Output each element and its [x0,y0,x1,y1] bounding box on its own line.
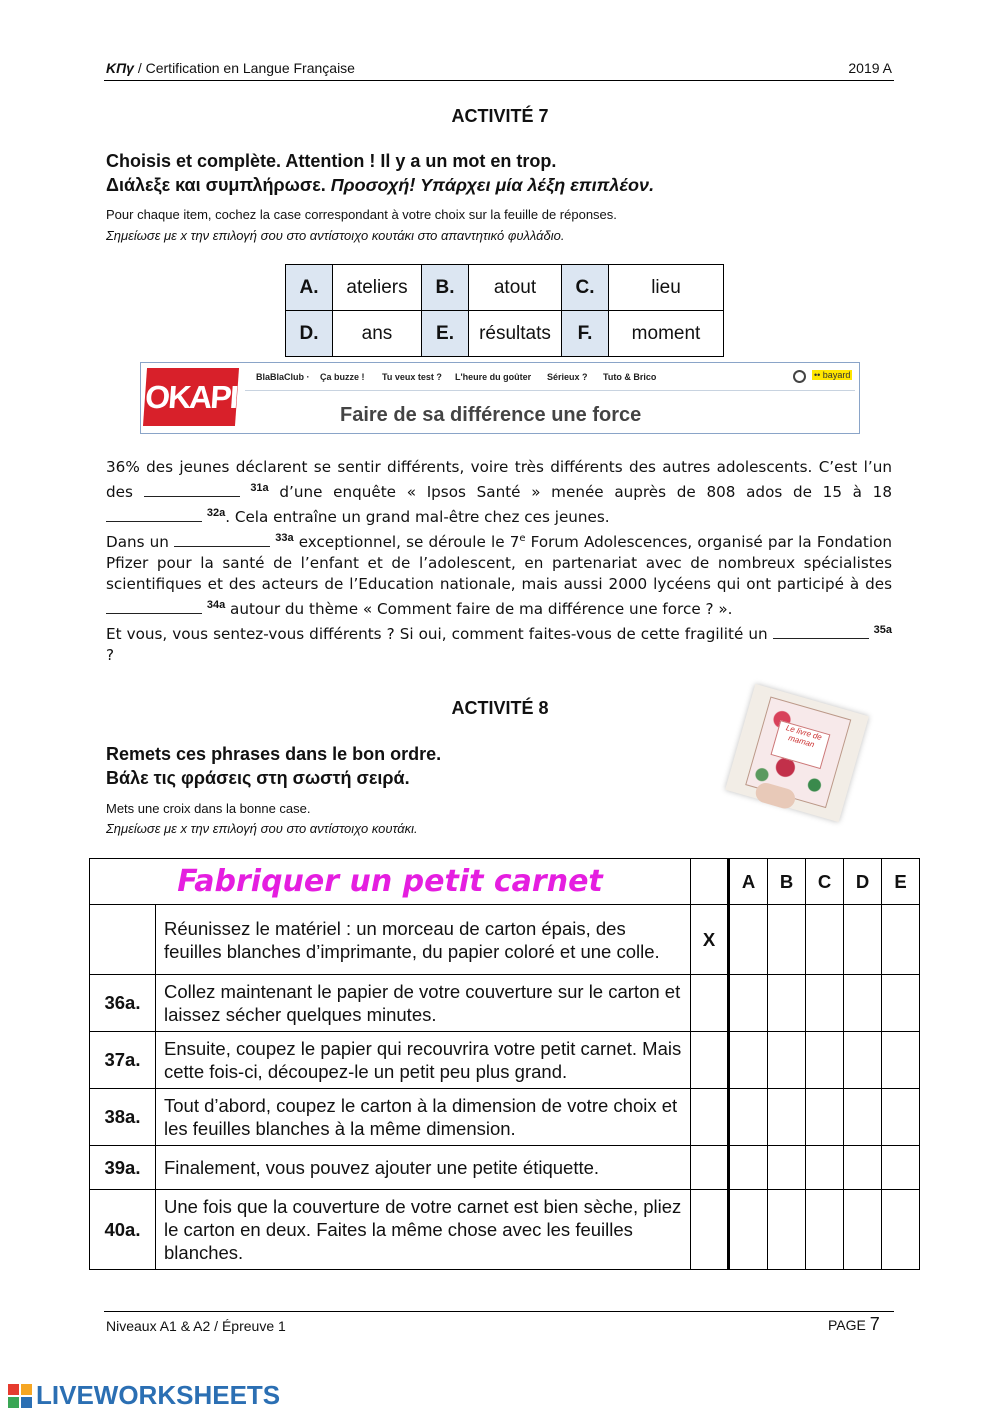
answer-cell-e[interactable] [882,905,920,975]
activity-7-note-fr: Pour chaque item, cochez la case correspondant à votre choix sur la feuille de réponses. [106,207,617,222]
answer-cell-a[interactable] [729,905,768,975]
search-icon [793,370,806,383]
row-number: 39a. [90,1146,156,1190]
ordering-table [89,858,920,1270]
answer-cell-b[interactable] [768,1032,806,1089]
word-option: résultats [469,311,562,357]
activity-7-title: ACTIVITÉ 7 [451,106,549,126]
blank-34a[interactable] [106,599,202,614]
banner-nav-item: Ça buzze ! [320,372,365,382]
column-header-c: C [806,859,844,905]
word-option: lieu [609,265,724,311]
footer-divider [104,1311,894,1312]
word-key: A. [286,265,333,311]
row-sentence: Ensuite, coupez le papier qui recouvrira votre petit carnet. Mais cette fois-ci, découpez-le un petit peu plus grand. [156,1032,691,1089]
word-key: E. [422,311,469,357]
answer-cell-a[interactable] [729,1146,768,1190]
answer-cell-d[interactable] [844,905,882,975]
row-mark [691,975,729,1032]
table-row [90,1190,920,1270]
answer-cell-c[interactable] [806,975,844,1032]
answer-cell-b[interactable] [768,1089,806,1146]
word-option: ateliers [333,265,422,311]
row-mark: X [691,905,729,975]
row-mark [691,1089,729,1146]
notebook-label: Le livre de maman [770,720,830,769]
answer-cell-d[interactable] [844,975,882,1032]
row-mark [691,1146,729,1190]
row-sentence: Une fois que la couverture de votre carnet est bien sèche, pliez le carton en deux. Faites la même chose avec les feuilles blanches. [156,1190,691,1270]
table-row [90,905,920,975]
answer-cell-d[interactable] [844,1032,882,1089]
row-number: 40a. [90,1190,156,1270]
table-row [90,975,920,1032]
word-bank-table [285,264,724,357]
table-row [90,1089,920,1146]
word-key: D. [286,311,333,357]
banner-nav-item: Tu veux test ? [382,372,442,382]
activity-8-instruction-gr: Βάλε τις φράσεις στη σωστή σειρά. [106,768,410,788]
footer-level: Niveaux A1 & A2 / Épreuve 1 [106,1318,286,1334]
row-sentence: Finalement, vous pouvez ajouter une petite étiquette. [156,1146,691,1190]
table-row [90,1032,920,1089]
answer-cell-c[interactable] [806,905,844,975]
answer-cell-c[interactable] [806,1146,844,1190]
row-number: 37a. [90,1032,156,1089]
banner-nav-item: Sérieux ? [547,372,588,382]
header-mark-cell [691,859,729,905]
activity-8-title: ACTIVITÉ 8 [451,698,549,718]
word-option: atout [469,265,562,311]
activity-8-note-fr: Mets une croix dans la bonne case. [106,801,311,816]
answer-cell-d[interactable] [844,1190,882,1270]
answer-cell-c[interactable] [806,1190,844,1270]
activity-8-note-gr: Σημείωσε με x την επιλογή σου στο αντίστοιχο κουτάκι. [106,821,418,836]
word-key: F. [562,311,609,357]
answer-cell-a[interactable] [729,975,768,1032]
answer-cell-b[interactable] [768,1146,806,1190]
activity-7-note-gr: Σημείωσε με x την επιλογή σου στο αντίστοιχο κουτάκι στο απαντητικό φυλλάδιο. [106,228,565,243]
column-header-d: D [844,859,882,905]
answer-cell-d[interactable] [844,1089,882,1146]
banner-tagline: Faire de sa différence une force [340,404,642,426]
liveworksheets-watermark: LIVEWORKSHEETS [36,1380,281,1410]
answer-cell-b[interactable] [768,975,806,1032]
answer-cell-a[interactable] [729,1190,768,1270]
word-option: ans [333,311,422,357]
table-title: Fabriquer un petit carnet [90,859,691,905]
column-header-e: E [882,859,920,905]
header-title: ΚΠγ / Certification en Langue Française [106,60,355,76]
answer-cell-e[interactable] [882,1089,920,1146]
answer-cell-c[interactable] [806,1032,844,1089]
word-option: moment [609,311,724,357]
column-header-b: B [768,859,806,905]
liveworksheets-logo-icon [8,1384,32,1408]
answer-cell-a[interactable] [729,1089,768,1146]
banner-nav-divider [245,390,855,391]
answer-cell-e[interactable] [882,1190,920,1270]
activity-7-instruction-fr: Choisis et complète. Attention ! Il y a un mot en trop. [106,151,557,171]
activity-8-instruction-fr: Remets ces phrases dans le bon ordre. [106,744,442,764]
row-mark [691,1190,729,1270]
row-sentence: Tout d’abord, coupez le carton à la dimension de votre choix et les feuilles blanches à la même dimension. [156,1089,691,1146]
footer-page: PAGE 7 [828,1314,880,1334]
answer-cell-b[interactable] [768,905,806,975]
answer-cell-b[interactable] [768,1190,806,1270]
answer-cell-e[interactable] [882,975,920,1032]
answer-cell-e[interactable] [882,1032,920,1089]
header-divider [104,80,894,81]
banner-nav-item: Tuto & Brico [603,372,657,382]
row-number [90,905,156,975]
table-row [90,1146,920,1190]
answer-cell-e[interactable] [882,1146,920,1190]
banner-nav-item: L'heure du goûter [455,372,532,382]
word-key: B. [422,265,469,311]
word-key: C. [562,265,609,311]
banner-nav-item: BlaBlaClub · [256,372,310,382]
blank-32a[interactable] [106,507,202,522]
bayard-logo: •• bayard [814,370,851,380]
answer-cell-d[interactable] [844,1146,882,1190]
blank-33a[interactable] [174,532,270,547]
cloze-text: 36% des jeunes déclarent se sentir différents, voire très différents des autres adolescents. C’est l’un des $^{31a}$ d’une enquête « Ipsos Santé » menée auprès de 808 ados de 15 à 18 $^{32a}$. Cela entraîne un grand mal-être chez ces jeunes. Dans un $^{33a}$ exceptionnel, se déroule le 7e Forum Adolescences, organisé par la Fondation Pfizer pour la santé de l’enfant et de l’adolescent, en partenariat avec de nombreux spécialistes scientifiques et des acteurs de l’Education nationale, mais aussi 2000 lycéens qui ont participé à des $^{34a}$ autour du thème « Comment faire de ma différence une force ? ». Et vous, vous sentez-vous différents ? Si oui, comment faites-vous de cette fragilité un $^{35a}$ ? [106,458,893,665]
row-mark [691,1032,729,1089]
header-session: 2019 A [848,60,892,76]
row-sentence: Collez maintenant le papier de votre couverture sur le carton et laissez sécher quelques minutes. [156,975,691,1032]
answer-cell-a[interactable] [729,1032,768,1089]
blank-31a[interactable] [144,482,240,497]
row-sentence: Réunissez le matériel : un morceau de carton épais, des feuilles blanches d’imprimante, du papier coloré et une colle. [156,905,691,975]
column-header-a: A [729,859,768,905]
row-number: 36a. [90,975,156,1032]
row-number: 38a. [90,1089,156,1146]
activity-7-instruction-gr: Διάλεξε και συμπλήρωσε. Προσοχή! Υπάρχει μία λέξη επιπλέον. [106,175,655,195]
answer-cell-c[interactable] [806,1089,844,1146]
okapi-logo: OKAPI [143,368,239,426]
blank-35a[interactable] [773,624,869,639]
